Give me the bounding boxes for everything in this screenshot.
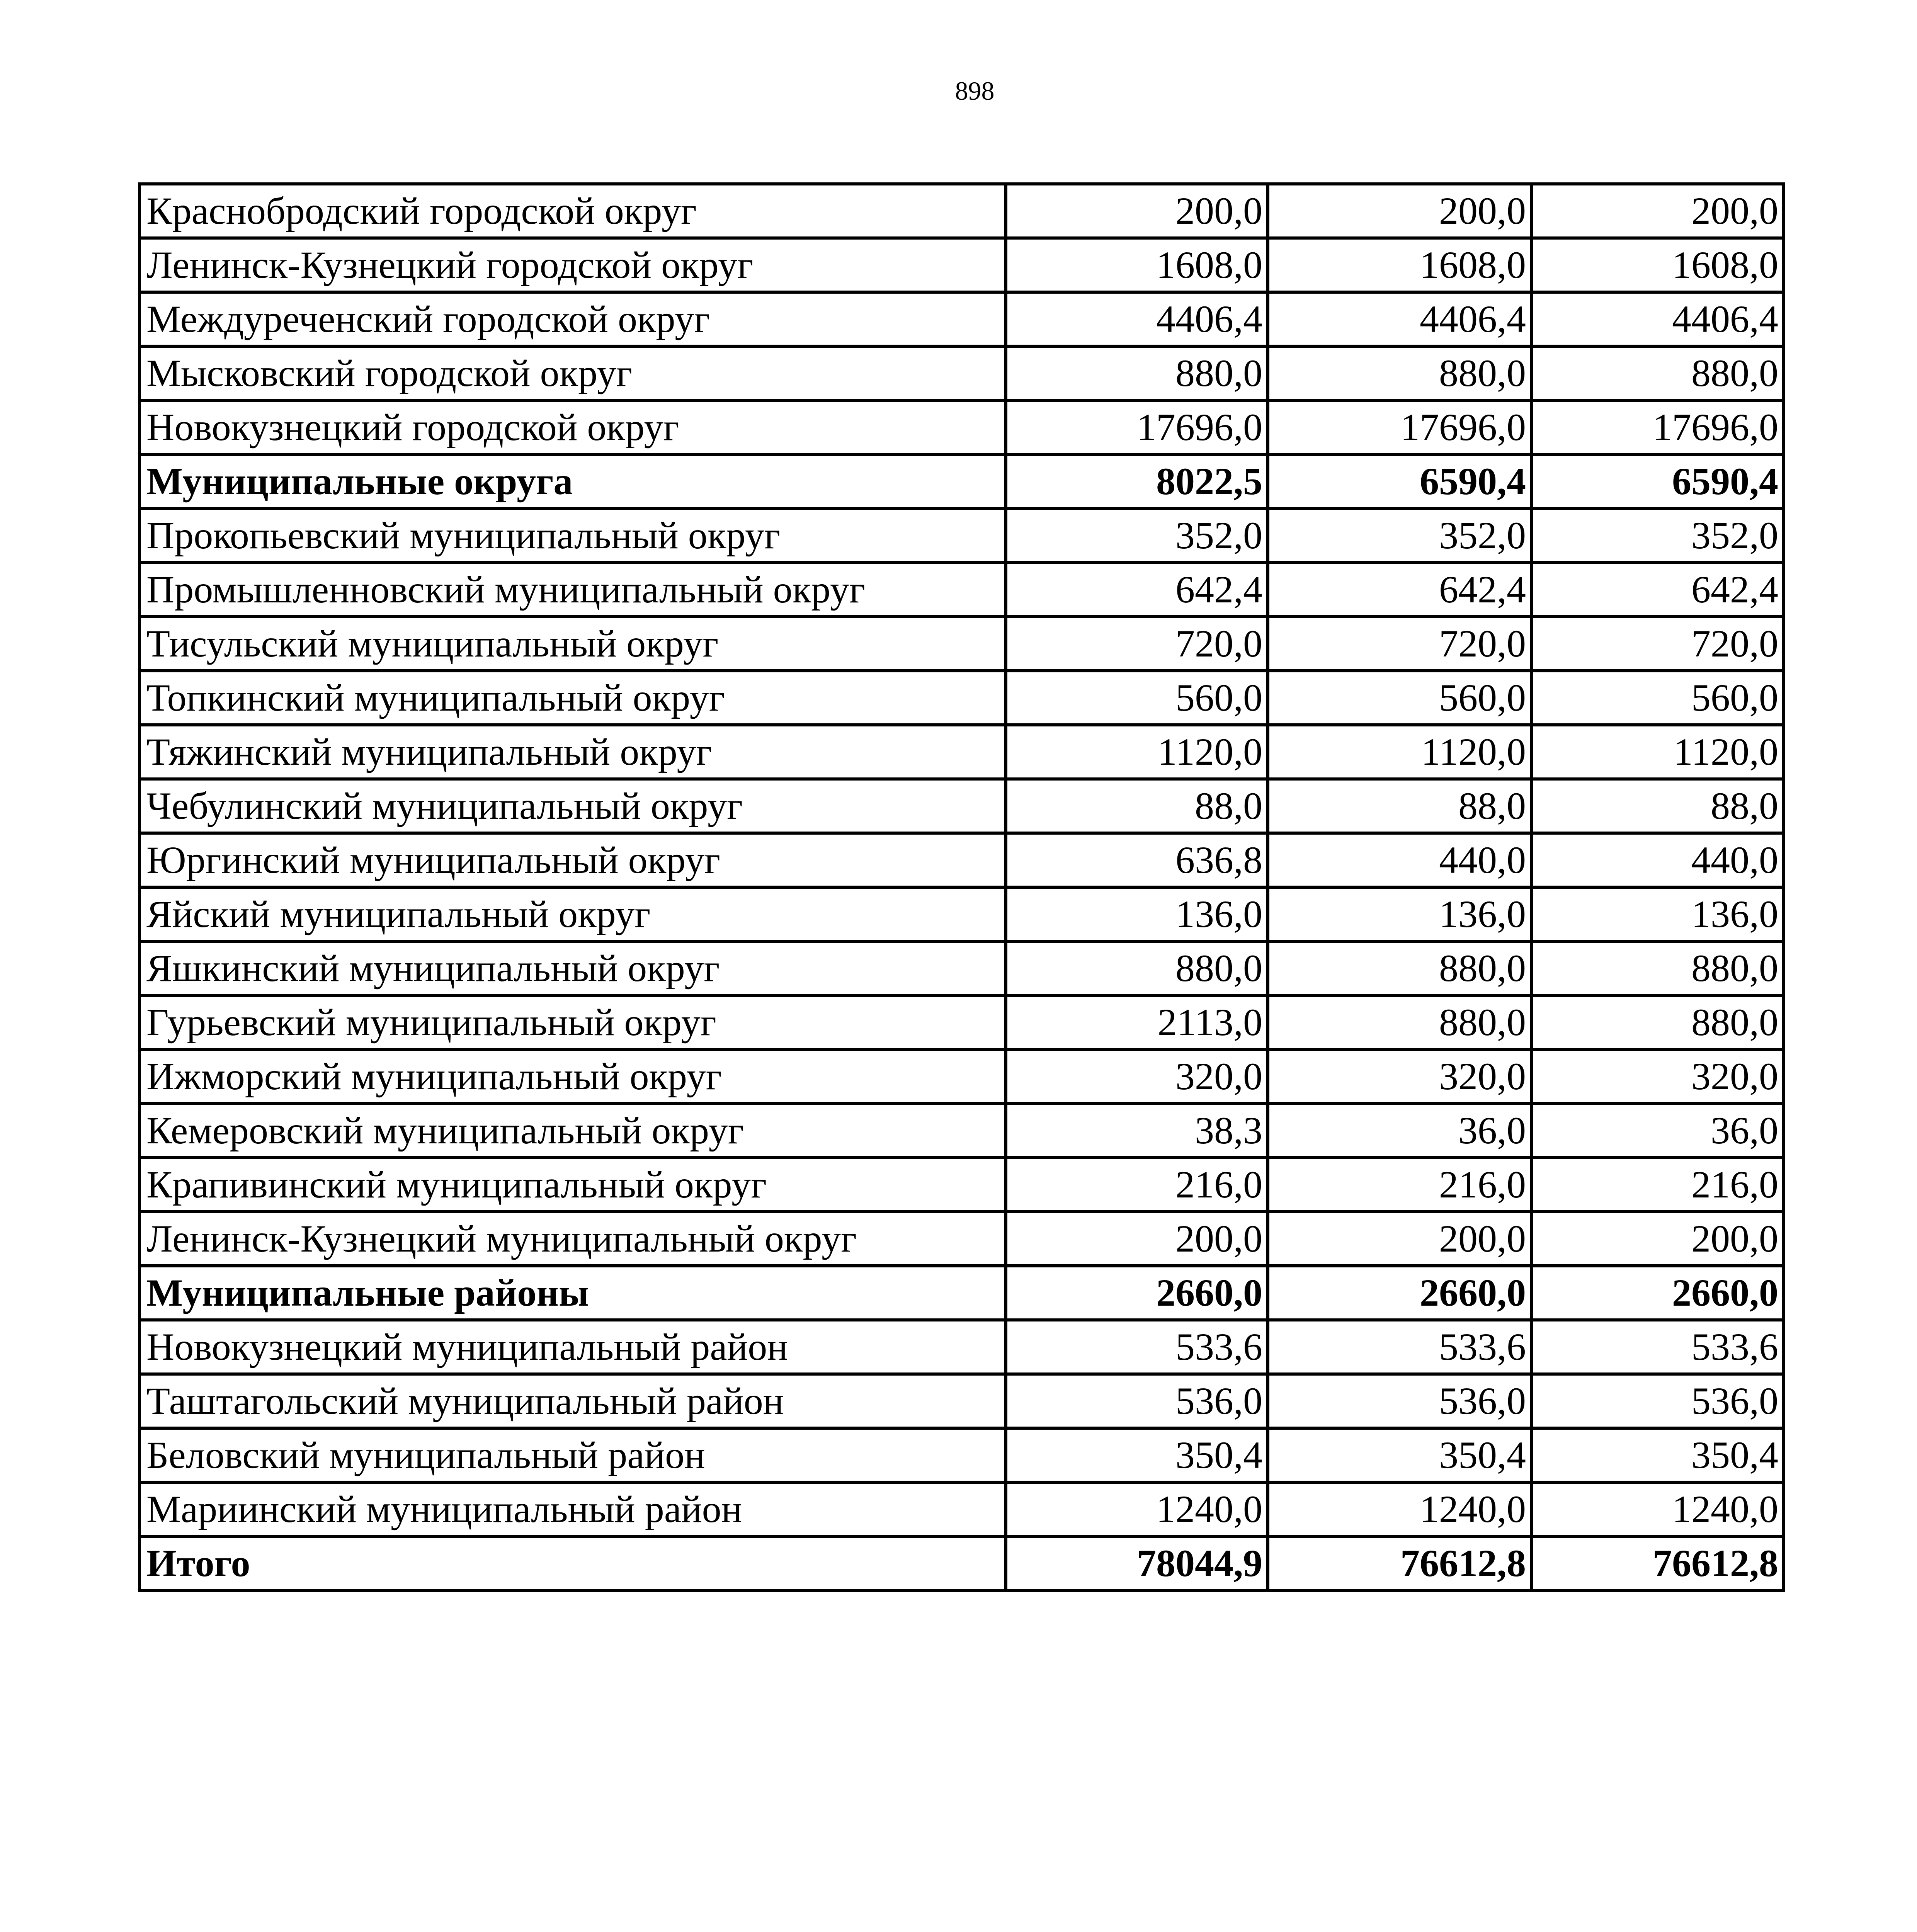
row-value-1-cell: 38,3	[1006, 1104, 1268, 1158]
table-row	[139, 995, 1784, 1049]
row-value-3-cell: 36,0	[1531, 1104, 1784, 1158]
row-name-cell: Краснобродский городской округ	[139, 184, 1006, 238]
row-value-2-cell: 350,4	[1268, 1428, 1531, 1482]
row-value-1-cell: 1120,0	[1006, 725, 1268, 779]
table-row	[139, 1049, 1784, 1104]
row-value-2-cell: 6590,4	[1268, 454, 1531, 509]
row-value-3-cell: 200,0	[1531, 1212, 1784, 1266]
row-value-2-cell: 533,6	[1268, 1320, 1531, 1374]
row-value-2-cell: 200,0	[1268, 1212, 1531, 1266]
row-name-cell: Ижморский муниципальный округ	[139, 1049, 1006, 1104]
table-row	[139, 184, 1784, 238]
table-row	[139, 725, 1784, 779]
row-value-1-cell: 78044,9	[1006, 1536, 1268, 1590]
row-value-2-cell: 880,0	[1268, 346, 1531, 400]
table-row	[139, 671, 1784, 725]
table-row	[139, 292, 1784, 346]
row-name-cell: Итого	[139, 1536, 1006, 1590]
row-value-3-cell: 216,0	[1531, 1158, 1784, 1212]
row-name-cell: Топкинский муниципальный округ	[139, 671, 1006, 725]
row-value-3-cell: 4406,4	[1531, 292, 1784, 346]
row-value-3-cell: 200,0	[1531, 184, 1784, 238]
row-name-cell: Тисульский муниципальный округ	[139, 617, 1006, 671]
row-value-2-cell: 320,0	[1268, 1049, 1531, 1104]
row-value-1-cell: 2660,0	[1006, 1266, 1268, 1320]
row-value-3-cell: 1608,0	[1531, 238, 1784, 292]
row-value-3-cell: 6590,4	[1531, 454, 1784, 509]
row-name-cell: Гурьевский муниципальный округ	[139, 995, 1006, 1049]
table-row	[139, 1482, 1784, 1536]
row-value-1-cell: 17696,0	[1006, 400, 1268, 454]
table-row	[139, 509, 1784, 563]
table-row	[139, 563, 1784, 617]
row-value-3-cell: 320,0	[1531, 1049, 1784, 1104]
row-name-cell: Муниципальные округа	[139, 454, 1006, 509]
row-value-2-cell: 2660,0	[1268, 1266, 1531, 1320]
row-name-cell: Новокузнецкий городской округ	[139, 400, 1006, 454]
page-number: 898	[955, 76, 995, 105]
row-name-cell: Ленинск-Кузнецкий городской округ	[139, 238, 1006, 292]
row-value-1-cell: 4406,4	[1006, 292, 1268, 346]
table-row-subtotal	[139, 454, 1784, 509]
row-name-cell: Промышленновский муниципальный округ	[139, 563, 1006, 617]
row-value-2-cell: 352,0	[1268, 509, 1531, 563]
budget-table	[138, 182, 1785, 1592]
row-value-1-cell: 200,0	[1006, 1212, 1268, 1266]
table-row	[139, 400, 1784, 454]
row-value-3-cell: 880,0	[1531, 941, 1784, 995]
row-value-3-cell: 352,0	[1531, 509, 1784, 563]
row-value-3-cell: 88,0	[1531, 779, 1784, 833]
row-value-3-cell: 536,0	[1531, 1374, 1784, 1428]
table-row-subtotal	[139, 1266, 1784, 1320]
row-name-cell: Муниципальные районы	[139, 1266, 1006, 1320]
table-body	[139, 184, 1784, 1590]
row-name-cell: Яшкинский муниципальный округ	[139, 941, 1006, 995]
row-value-1-cell: 8022,5	[1006, 454, 1268, 509]
row-value-1-cell: 352,0	[1006, 509, 1268, 563]
row-value-2-cell: 880,0	[1268, 941, 1531, 995]
row-value-2-cell: 200,0	[1268, 184, 1531, 238]
row-value-2-cell: 216,0	[1268, 1158, 1531, 1212]
row-value-3-cell: 880,0	[1531, 995, 1784, 1049]
row-value-2-cell: 1240,0	[1268, 1482, 1531, 1536]
table-row	[139, 238, 1784, 292]
row-value-3-cell: 533,6	[1531, 1320, 1784, 1374]
row-value-3-cell: 1120,0	[1531, 725, 1784, 779]
row-value-3-cell: 642,4	[1531, 563, 1784, 617]
row-value-3-cell: 17696,0	[1531, 400, 1784, 454]
row-value-1-cell: 880,0	[1006, 941, 1268, 995]
row-name-cell: Тяжинский муниципальный округ	[139, 725, 1006, 779]
row-name-cell: Беловский муниципальный район	[139, 1428, 1006, 1482]
table-row	[139, 1374, 1784, 1428]
row-name-cell: Мысковский городской округ	[139, 346, 1006, 400]
row-value-1-cell: 2113,0	[1006, 995, 1268, 1049]
row-value-3-cell: 136,0	[1531, 887, 1784, 941]
row-name-cell: Кемеровский муниципальный округ	[139, 1104, 1006, 1158]
row-value-1-cell: 216,0	[1006, 1158, 1268, 1212]
row-value-1-cell: 88,0	[1006, 779, 1268, 833]
row-value-3-cell: 560,0	[1531, 671, 1784, 725]
row-value-3-cell: 2660,0	[1531, 1266, 1784, 1320]
row-value-2-cell: 720,0	[1268, 617, 1531, 671]
row-value-1-cell: 560,0	[1006, 671, 1268, 725]
table-row	[139, 1428, 1784, 1482]
row-value-3-cell: 76612,8	[1531, 1536, 1784, 1590]
row-name-cell: Прокопьевский муниципальный округ	[139, 509, 1006, 563]
row-value-1-cell: 1240,0	[1006, 1482, 1268, 1536]
row-name-cell: Чебулинский муниципальный округ	[139, 779, 1006, 833]
row-value-2-cell: 642,4	[1268, 563, 1531, 617]
table-row	[139, 941, 1784, 995]
row-name-cell: Ленинск-Кузнецкий муниципальный округ	[139, 1212, 1006, 1266]
row-value-2-cell: 560,0	[1268, 671, 1531, 725]
row-value-2-cell: 4406,4	[1268, 292, 1531, 346]
row-name-cell: Таштагольский муниципальный район	[139, 1374, 1006, 1428]
row-value-2-cell: 440,0	[1268, 833, 1531, 887]
table-row	[139, 346, 1784, 400]
row-value-1-cell: 1608,0	[1006, 238, 1268, 292]
row-value-3-cell: 350,4	[1531, 1428, 1784, 1482]
row-value-1-cell: 720,0	[1006, 617, 1268, 671]
table-row	[139, 1212, 1784, 1266]
row-value-3-cell: 440,0	[1531, 833, 1784, 887]
row-name-cell: Юргинский муниципальный округ	[139, 833, 1006, 887]
row-value-3-cell: 720,0	[1531, 617, 1784, 671]
table-row	[139, 833, 1784, 887]
row-value-2-cell: 136,0	[1268, 887, 1531, 941]
row-value-2-cell: 1120,0	[1268, 725, 1531, 779]
row-value-1-cell: 536,0	[1006, 1374, 1268, 1428]
table-row-subtotal	[139, 1536, 1784, 1590]
row-name-cell: Междуреченский городской округ	[139, 292, 1006, 346]
row-value-2-cell: 36,0	[1268, 1104, 1531, 1158]
table-row	[139, 1320, 1784, 1374]
row-value-1-cell: 200,0	[1006, 184, 1268, 238]
table-row	[139, 1104, 1784, 1158]
row-value-2-cell: 88,0	[1268, 779, 1531, 833]
row-value-2-cell: 880,0	[1268, 995, 1531, 1049]
row-value-1-cell: 320,0	[1006, 1049, 1268, 1104]
row-value-3-cell: 1240,0	[1531, 1482, 1784, 1536]
row-name-cell: Новокузнецкий муниципальный район	[139, 1320, 1006, 1374]
row-value-2-cell: 1608,0	[1268, 238, 1531, 292]
row-value-1-cell: 136,0	[1006, 887, 1268, 941]
table-row	[139, 887, 1784, 941]
row-value-3-cell: 880,0	[1531, 346, 1784, 400]
row-value-1-cell: 880,0	[1006, 346, 1268, 400]
table-row	[139, 1158, 1784, 1212]
row-name-cell: Яйский муниципальный округ	[139, 887, 1006, 941]
row-value-2-cell: 536,0	[1268, 1374, 1531, 1428]
table-row	[139, 617, 1784, 671]
row-name-cell: Мариинский муниципальный район	[139, 1482, 1006, 1536]
row-value-1-cell: 533,6	[1006, 1320, 1268, 1374]
row-value-1-cell: 642,4	[1006, 563, 1268, 617]
row-value-1-cell: 350,4	[1006, 1428, 1268, 1482]
row-value-1-cell: 636,8	[1006, 833, 1268, 887]
row-value-2-cell: 17696,0	[1268, 400, 1531, 454]
row-name-cell: Крапивинский муниципальный округ	[139, 1158, 1006, 1212]
row-value-2-cell: 76612,8	[1268, 1536, 1531, 1590]
table-row	[139, 779, 1784, 833]
